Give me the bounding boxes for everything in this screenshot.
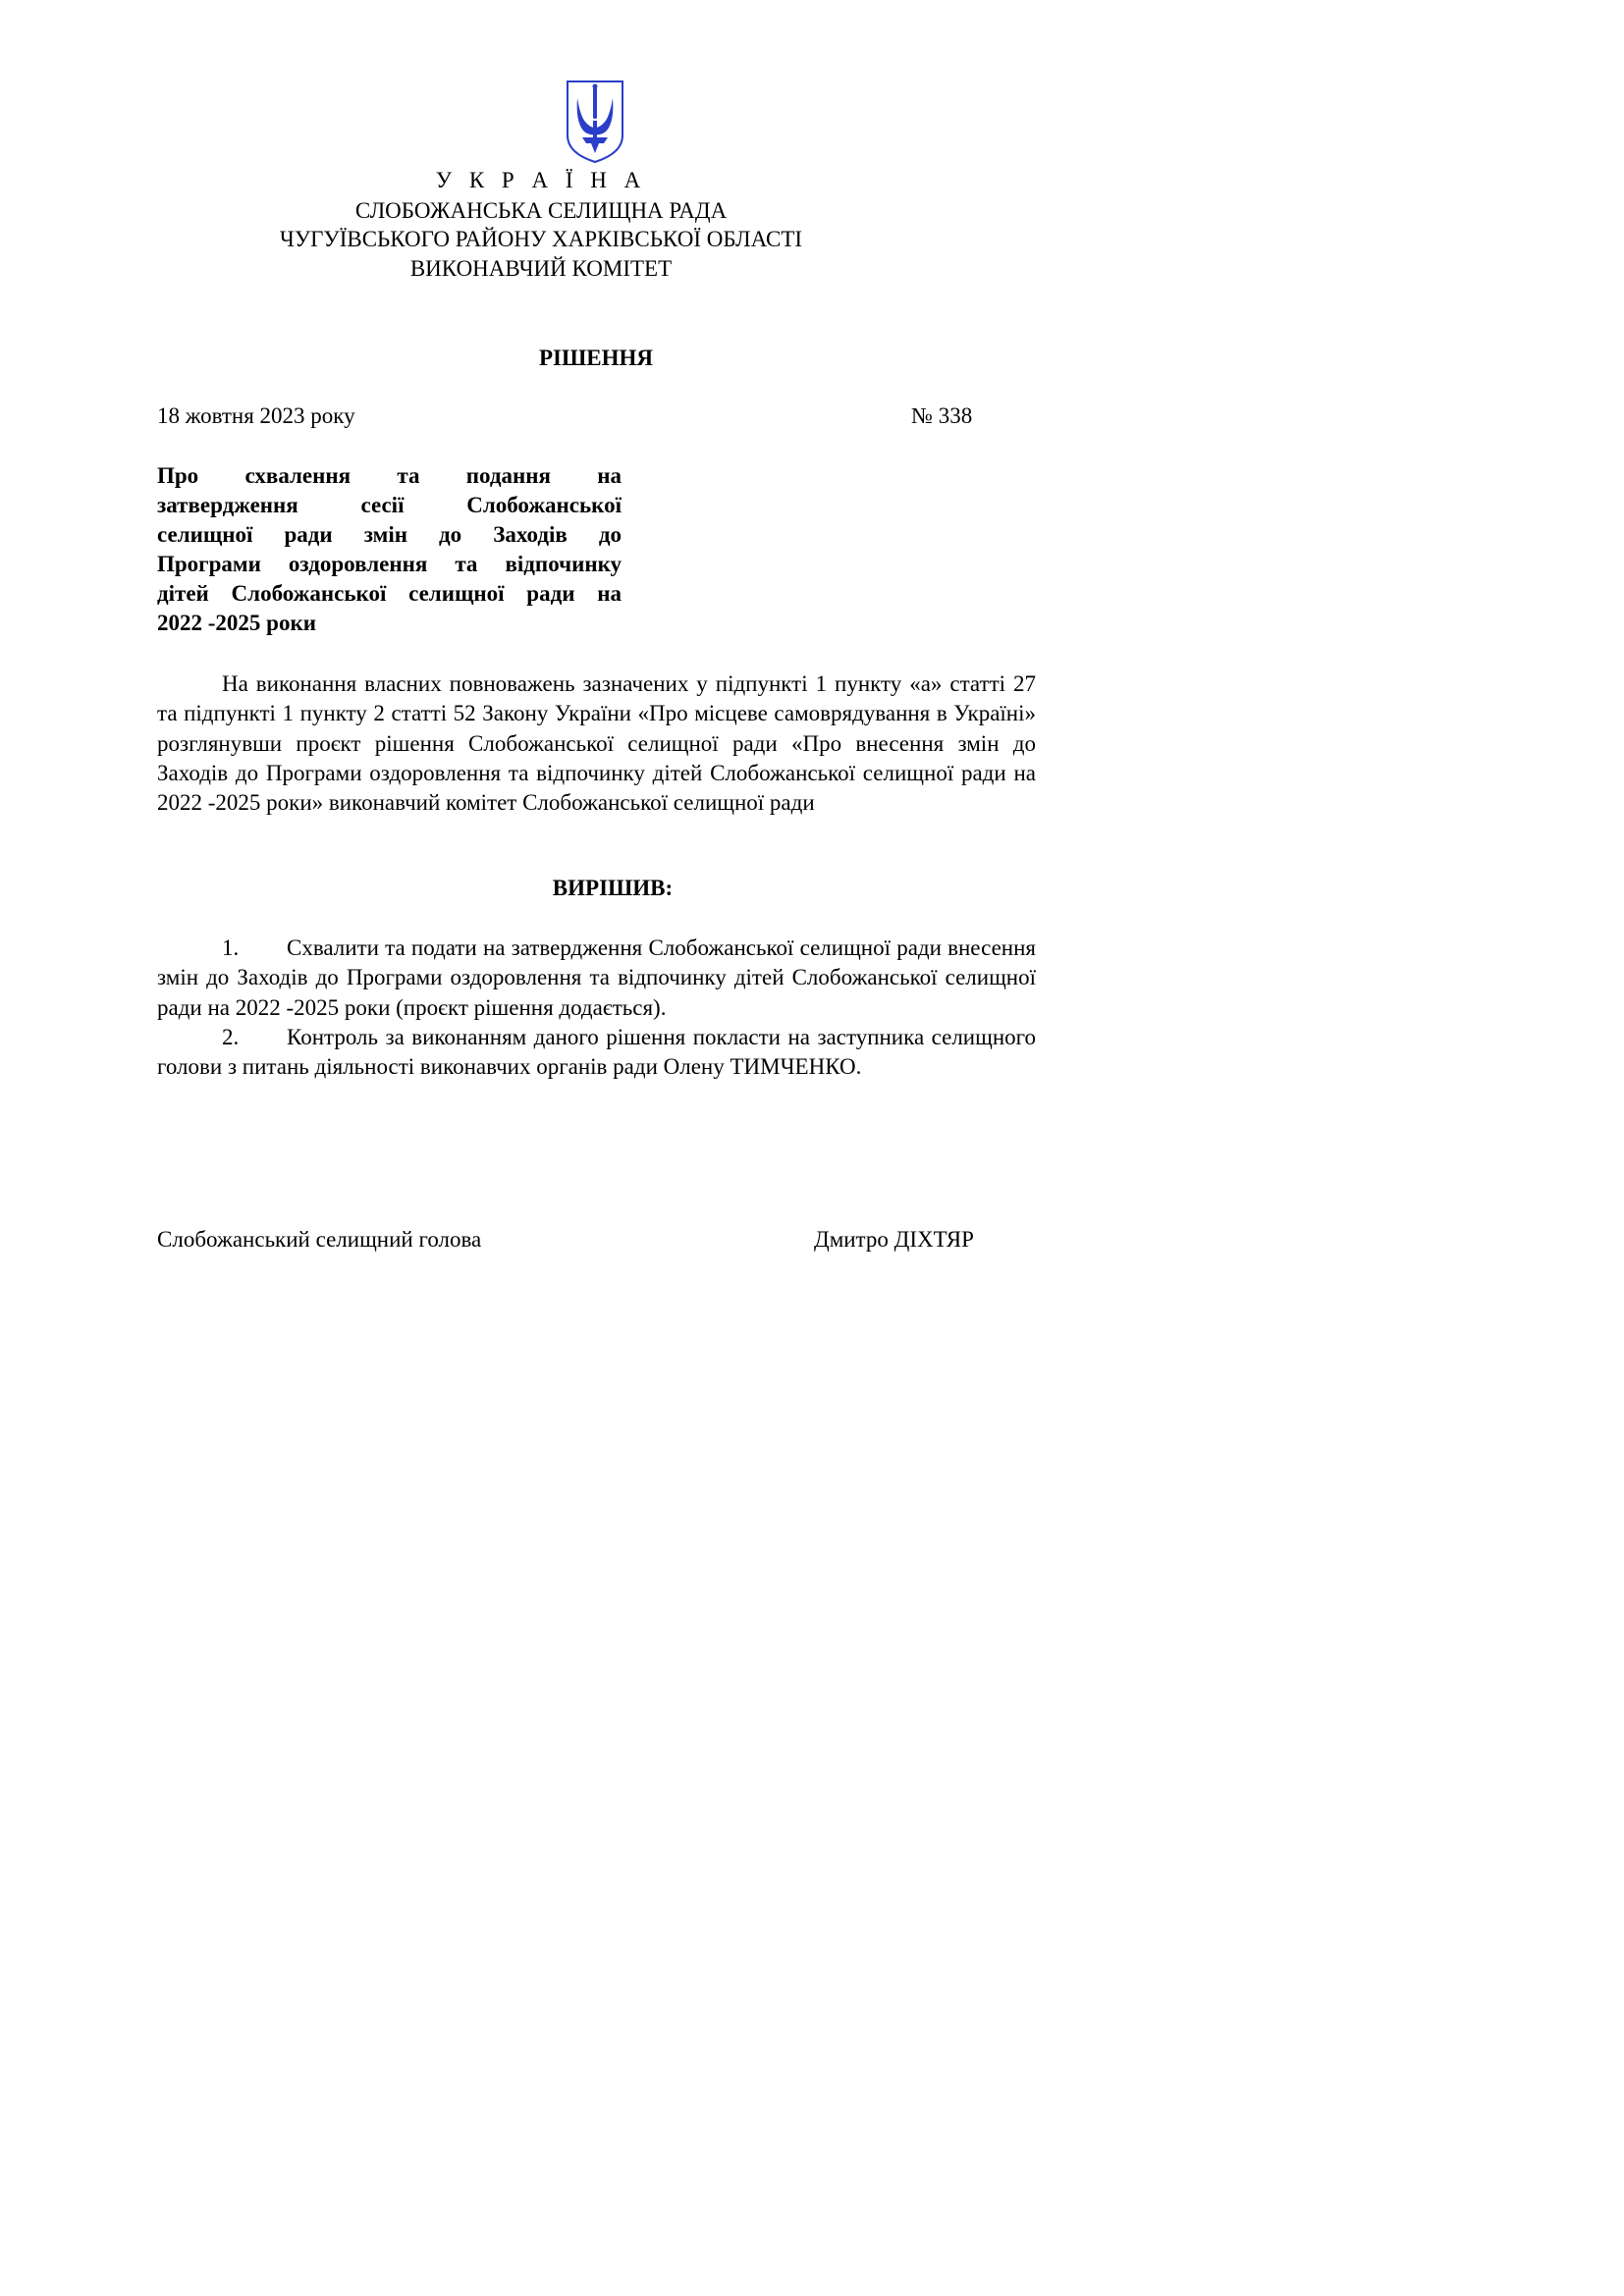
item-number: 1. <box>222 935 240 960</box>
document-number: № 338 <box>911 403 973 428</box>
decided-heading: ВИРІШИВ: <box>552 876 674 900</box>
preamble-text: На виконання власних повноважень зазначених у підпункті 1 пункту «а» статті 27 та підпункті 1 пункту 2 статті 52 Закону України «Про місцеве самоврядування в Україні» розглянувши проєкт рішення Слобожанської селищної ради «Про внесення змін до Заходів до Програми оздоровлення та відпочинку дітей Слобожанської селищної ради на 2022 -2025 роки» виконавчий комітет Слобожанської селищної ради <box>157 671 1036 816</box>
subject-line: затвердження сесії Слобожанської <box>157 493 622 517</box>
document-date: 18 жовтня 2023 року <box>157 403 355 428</box>
item-text: Схвалити та подати на затвердження Слобожанської селищної ради внесення змін до Заходів до Програми оздоровлення та відпочинку дітей Слобожанської селищної ради на 2022 -2025 роки (проєкт рішення додається). <box>157 935 1036 1020</box>
decision-item <box>157 934 1036 1023</box>
header-council: СЛОБОЖАНСЬКА СЕЛИЩНА РАДА <box>354 198 728 223</box>
coat-of-arms-icon <box>565 79 625 165</box>
subject-line: Про схвалення та подання на <box>157 463 622 488</box>
preamble-paragraph <box>157 669 1036 818</box>
document-subject <box>157 461 622 638</box>
subject-line: дітей Слобожанської селищної ради на <box>157 581 622 606</box>
header-executive-body: ВИКОНАВЧИЙ КОМІТЕТ <box>409 256 673 281</box>
item-number: 2. <box>222 1024 240 1049</box>
subject-line: селищної ради змін до Заходів до <box>157 522 622 547</box>
header-district: ЧУГУЇВСЬКОГО РАЙОНУ ХАРКІВСЬКОЇ ОБЛАСТІ <box>279 227 803 251</box>
item-text: Контроль за виконанням даного рішення покласти на заступника селищного голови з питань діяльності виконавчих органів ради Олену ТИМЧЕНКО. <box>157 1024 1036 1080</box>
subject-line: Програми оздоровлення та відпочинку <box>157 552 622 576</box>
signatory-name: Дмитро ДІХТЯР <box>814 1227 974 1252</box>
document-title: РІШЕННЯ <box>539 346 653 370</box>
header-country: У К Р А Ї Н А <box>435 168 647 192</box>
subject-line: 2022 -2025 роки <box>157 611 316 635</box>
decision-item <box>157 1023 1036 1083</box>
signatory-position: Слобожанський селищний голова <box>157 1227 482 1252</box>
decision-items <box>157 934 1036 1082</box>
